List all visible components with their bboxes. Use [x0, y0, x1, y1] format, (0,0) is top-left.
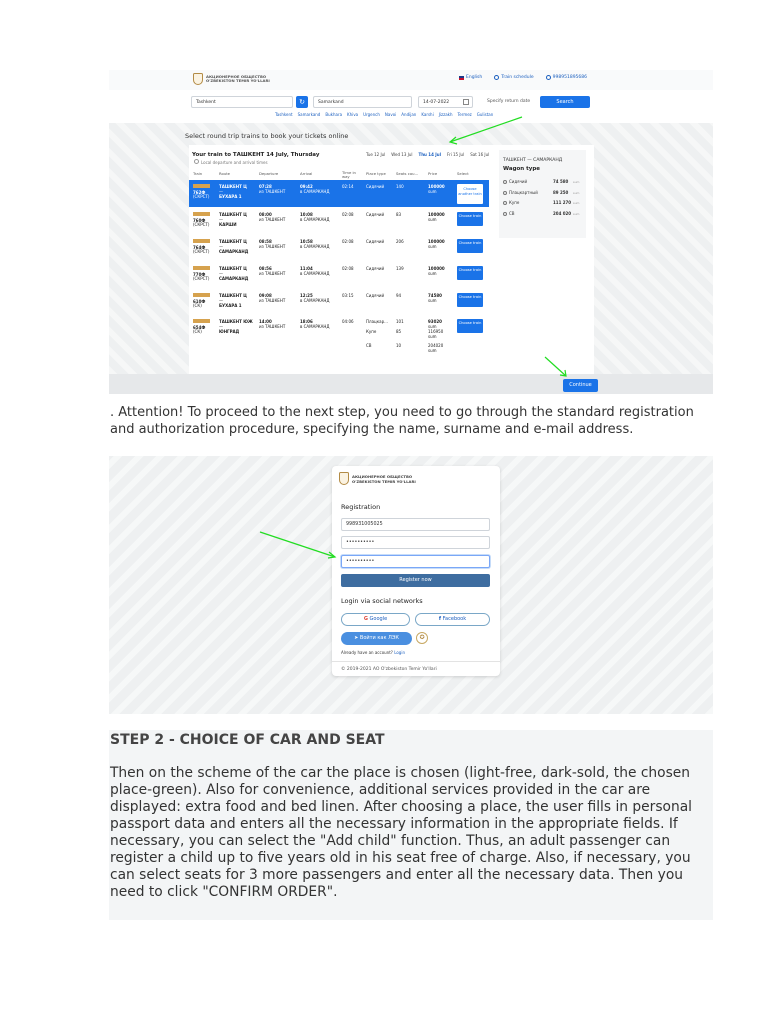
place-type: Сидячий — [366, 293, 385, 298]
arrival-station: в САМАРКАНД — [300, 244, 330, 249]
logo-line-1: АКЦИОНЕРНОЕ ОБЩЕСТВО — [206, 73, 267, 79]
social-login-title: Login via social networks — [341, 597, 423, 605]
divider — [332, 661, 500, 662]
choose-train-button[interactable]: Choose train — [457, 293, 483, 307]
route-dash: — — [219, 298, 223, 303]
google-login-button[interactable]: G Google — [341, 613, 410, 626]
seats-count: 140 — [396, 184, 404, 189]
place-type: Сидячий — [366, 266, 385, 271]
register-button[interactable]: Register now — [341, 574, 490, 587]
results-table-header — [189, 169, 489, 179]
extra-place: СВ — [366, 343, 372, 348]
wagon-price-unit: sum — [573, 211, 580, 216]
seats-count: 101 — [396, 319, 404, 324]
have-account-text: Already have an account? Login — [341, 650, 405, 655]
route-to: КАРШИ — [219, 222, 237, 227]
wagon-route: ТАШКЕНТ — САМАРКАНД — [503, 158, 563, 163]
results-title: Your train to ТАШКЕНТ 14 July, Thursday — [192, 152, 320, 158]
extra-seats: 10 — [396, 343, 402, 348]
date-tab[interactable]: Sat 16 Jul — [470, 152, 490, 157]
route-from: ТАШКЕНТ Ц — [219, 239, 247, 244]
place-type: Плацкар... — [366, 319, 388, 324]
train-category: (СКРСТ) — [193, 222, 210, 227]
price-unit: sum — [428, 217, 437, 222]
train-number: 654Ф — [193, 325, 206, 330]
arrival-station: в САМАРКАНД — [300, 324, 330, 329]
train-type-badge — [193, 212, 210, 216]
return-date-toggle[interactable]: Specify return date — [487, 99, 531, 104]
wagon-type-title: Wagon type — [503, 166, 541, 172]
quick-city-links — [275, 112, 493, 117]
price: 100000 — [428, 184, 445, 189]
radio-icon — [503, 180, 507, 184]
facebook-login-button[interactable]: f Facebook — [415, 613, 490, 626]
col-select: Select — [457, 171, 469, 176]
wagon-option[interactable] — [503, 211, 583, 216]
place-type: Сидячий — [366, 212, 385, 217]
choose-train-button[interactable]: Choose train — [457, 266, 483, 280]
wagon-option[interactable] — [503, 179, 583, 184]
extra-seats: 85 — [396, 329, 402, 334]
phone-link[interactable]: 998951895686 — [546, 75, 587, 80]
departure-time: 14:00 — [259, 319, 272, 324]
railway-logo[interactable] — [193, 73, 270, 85]
departure-time: 08:58 — [259, 239, 272, 244]
departure-station: из ТАШКЕНТ — [259, 244, 286, 249]
travel-time: 03:15 — [342, 293, 354, 298]
wagon-option[interactable] — [503, 200, 583, 205]
travel-time: 04:06 — [342, 319, 354, 324]
arrival-time: 12:25 — [300, 293, 313, 298]
train-type-badge — [193, 266, 210, 270]
swap-stations-icon[interactable]: ↻ — [296, 96, 308, 108]
train-type-badge — [193, 184, 210, 188]
extra-price-unit: sum — [428, 348, 437, 353]
wagon-name: Купе — [509, 200, 520, 205]
top-links — [459, 75, 587, 80]
travel-time: 02:14 — [342, 184, 354, 189]
route-from: ТАШКЕНТ Ц — [219, 212, 247, 217]
departure-time: 08:00 — [259, 212, 272, 217]
wagon-price: 111 270 — [553, 200, 572, 205]
to-station-input[interactable]: Samarkand — [313, 96, 412, 108]
wagon-price: 204 020 — [553, 210, 572, 216]
choose-train-button[interactable]: Choose another train — [457, 184, 483, 204]
quick-city-link[interactable]: Samarkand — [297, 112, 321, 117]
departure-time: 07:28 — [259, 184, 272, 189]
date-tab[interactable]: Tue 12 Jul — [366, 152, 386, 157]
date-tab[interactable]: Wed 13 Jul — [391, 152, 413, 157]
attention-text: . Attention! To proceed to the next step, you need to go through the standard registration and authorization procedure, specifying the name, surname and e-mail address. — [110, 405, 694, 437]
col-seats: Seats cou... — [396, 171, 419, 176]
train-category: (СКРСТ) — [193, 276, 210, 281]
wagon-price: 89 250 — [553, 189, 569, 195]
wagon-price-unit: sum — [573, 190, 580, 195]
train-row[interactable] — [189, 315, 489, 369]
train-schedule-link[interactable]: Train schedule — [494, 75, 533, 80]
registration-logo[interactable] — [339, 472, 416, 485]
train-type-badge — [193, 293, 210, 297]
calendar-icon — [463, 99, 469, 105]
quick-city-link[interactable]: Tashkent — [275, 112, 293, 117]
departure-station: из ТАШКЕНТ — [259, 189, 286, 194]
quick-city-link[interactable]: Jizzakh — [438, 112, 453, 117]
train-number: 760Ф — [193, 218, 206, 223]
copyright: © 2019-2021 AO O'zbekiston Temir Yo'llari — [341, 667, 437, 672]
price-unit: sum — [428, 298, 437, 303]
route-dash: — — [219, 189, 223, 194]
route-to: САМАРКАНД — [219, 249, 249, 254]
route-dash: — — [219, 244, 223, 249]
route-from: ТАШКЕНТ Ц — [219, 184, 247, 189]
route-to: БУХАРА 1 — [219, 194, 242, 199]
date-tab[interactable]: Thu 14 Jul — [418, 152, 441, 157]
quick-city-link[interactable]: Khiva — [347, 112, 359, 117]
train-number: 762Ф — [193, 190, 206, 195]
price: 74580 — [428, 293, 442, 298]
train-row[interactable] — [189, 235, 489, 262]
travel-time: 02:08 — [342, 212, 354, 217]
train-row[interactable] — [189, 289, 489, 316]
route-dash: — — [219, 324, 223, 329]
search-button[interactable]: Search — [540, 96, 590, 108]
route-from: ТАШКЕНТ Ц — [219, 293, 247, 298]
extra-price: 204020 — [428, 343, 444, 348]
arrival-time: 09:42 — [300, 184, 313, 189]
arrival-station: в САМАРКАНД — [300, 298, 330, 303]
train-number: 764Ф — [193, 245, 206, 250]
departure-station: из ТАШКЕНТ — [259, 217, 286, 222]
route-to: САМАРКАНД — [219, 276, 249, 281]
uk-flag-icon — [459, 76, 464, 80]
train-category: (СКРСТ) — [193, 194, 210, 199]
train-type-badge — [193, 319, 210, 323]
route-from: ТАШКЕНТ Ц — [219, 266, 247, 271]
date-tabs — [366, 152, 489, 157]
search-bar — [109, 90, 713, 123]
logo-line-1: АКЦИОНЕРНОЕ ОБЩЕСТВО — [352, 473, 413, 479]
col-place-type: Place type — [366, 171, 386, 176]
extra-place: Купе — [366, 329, 377, 334]
phone-field[interactable]: 998931005025 — [341, 518, 490, 531]
quick-city-link[interactable]: Karshi — [421, 112, 434, 117]
password-field[interactable]: •••••••••• — [341, 536, 490, 549]
logo-line-2: O'ZBEKISTON TEMIR YO'LLARI — [206, 78, 270, 83]
seats-count: 139 — [396, 266, 404, 271]
train-number: 770Ф — [193, 272, 206, 277]
google-icon: G — [363, 616, 368, 622]
wagon-price-unit: sum — [573, 180, 580, 184]
wagon-price: 74 580 — [553, 179, 569, 184]
route-dash: — — [219, 271, 223, 276]
from-station-input[interactable]: Tashkent — [191, 96, 293, 108]
train-category: (СК) — [193, 329, 202, 334]
radio-icon — [503, 201, 507, 205]
gov-id-icon[interactable]: ✪ — [416, 632, 428, 644]
departure-station: из ТАШКЕНТ — [259, 324, 286, 329]
train-row[interactable] — [189, 262, 489, 289]
place-type: Сидячий — [366, 184, 385, 189]
wagon-type-panel — [499, 150, 586, 238]
price-unit: sum — [428, 244, 437, 249]
seats-count: 83 — [396, 212, 402, 217]
seats-count: 206 — [396, 239, 404, 244]
arrival-time: 10:58 — [300, 239, 313, 244]
wagon-name: СВ — [509, 210, 515, 216]
train-number: 610Ф — [193, 299, 206, 304]
price: 100000 — [428, 266, 445, 271]
wagon-price-unit: sum — [573, 201, 580, 205]
quick-city-link[interactable]: Andijan — [401, 112, 417, 117]
route-to: ЮНГРАД — [219, 329, 240, 334]
arrival-station: в САМАРКАНД — [300, 271, 330, 276]
price-unit: sum — [428, 189, 437, 194]
arrival-time: 18:06 — [300, 319, 313, 324]
train-category: (СК) — [193, 303, 202, 308]
train-row[interactable] — [189, 180, 489, 207]
radio-icon — [503, 191, 507, 195]
top-header — [109, 70, 713, 90]
departure-station: из ТАШКЕНТ — [259, 298, 286, 303]
clock-icon — [494, 75, 499, 80]
price-unit: sum — [428, 324, 437, 329]
registration-card — [332, 466, 500, 676]
col-departure: Departure — [259, 171, 279, 176]
quick-city-link[interactable]: Navoi — [384, 112, 397, 117]
choose-train-button[interactable]: Choose train — [457, 212, 483, 226]
col-arrival: Arrival — [300, 171, 313, 176]
telegram-icon: ➤ — [354, 635, 359, 641]
logo-line-2: O'ZBEKISTON TEMIR YO'LLARI — [352, 478, 416, 484]
step2-heading: STEP 2 - CHOICE OF CAR AND SEAT — [110, 732, 385, 748]
departure-time: 09:08 — [259, 293, 272, 298]
continue-button[interactable]: Continue — [563, 379, 598, 392]
local-time-toggle[interactable]: Local departure and arrival times — [194, 159, 268, 165]
language-switch[interactable]: English — [459, 75, 482, 80]
col-train: Train — [193, 171, 203, 176]
departure-time: 08:56 — [259, 266, 272, 271]
quick-city-link[interactable]: Gulistan — [476, 112, 494, 117]
train-search-screenshot — [109, 70, 713, 394]
arrival-station: в САМАРКАНД — [300, 189, 330, 194]
wagon-option[interactable] — [503, 190, 583, 195]
train-type-badge — [193, 239, 210, 243]
price: 100000 — [428, 239, 445, 244]
quick-city-link[interactable]: Bukhara — [325, 112, 343, 117]
registration-screenshot — [109, 456, 713, 714]
price: 100000 — [428, 212, 445, 217]
seats-count: 94 — [396, 293, 402, 298]
train-row[interactable] — [189, 208, 489, 235]
railway-emblem-icon — [193, 73, 203, 85]
route-to: БУХАРА 1 — [219, 303, 242, 308]
col-time-in-way: Time in way — [342, 170, 356, 179]
railway-emblem-icon — [339, 472, 349, 485]
step2-paragraph: Then on the scheme of the car the place is chosen (light-free, dark-sold, the chosen place-green). Also for convenience, additional services provided in the car are displayed: extra food and bed linen. After choosing a place, the user fills in personal passport data and enters all the necessary information in the appropriate fields. If necessary, you can select the "Add child" function. Thus, an adult passenger can register a child up to five years old in his seat free of charge. Also, if necessary, you can select seats for 3 more passengers and enter all the necessary data. Then you need to click "CONFIRM ORDER". — [110, 765, 692, 900]
wagon-name: Плацкартный — [509, 189, 538, 195]
arrival-time: 11:04 — [300, 266, 313, 271]
radio-icon — [503, 212, 507, 216]
travel-time: 02:08 — [342, 266, 354, 271]
quick-city-link[interactable]: Urgench — [363, 112, 380, 117]
arrival-station: в САМАРКАНД — [300, 217, 330, 222]
choose-train-button[interactable]: Choose train — [457, 319, 483, 333]
round-trip-prompt: Select round trip trains to book your tickets online — [185, 132, 349, 140]
place-type: Сидячий — [366, 239, 385, 244]
extra-price-unit: sum — [428, 334, 437, 339]
date-input[interactable]: 14-07-2022 — [418, 96, 473, 108]
price: 93020 — [428, 319, 442, 324]
train-category: (СКРСТ) — [193, 249, 210, 254]
facebook-icon: f — [438, 616, 442, 622]
col-price: Price — [428, 171, 438, 176]
price-unit: sum — [428, 271, 437, 276]
col-route: Route — [219, 171, 231, 176]
departure-station: из ТАШКЕНТ — [259, 271, 286, 276]
login-link[interactable]: Login — [394, 650, 405, 655]
extra-price: 116950 — [428, 329, 444, 334]
wagon-name: Сидячий — [509, 179, 528, 184]
route-dash: — — [219, 217, 223, 222]
telegram-login-button[interactable]: ➤ Войти как ЛЭК — [341, 632, 412, 645]
choose-train-button[interactable]: Choose train — [457, 239, 483, 253]
step2-section — [109, 730, 713, 920]
route-from: ТАШКЕНТ ЮЖ — [219, 319, 253, 324]
date-tab[interactable]: Fri 15 Jul — [446, 152, 465, 157]
registration-title: Registration — [341, 503, 381, 511]
travel-time: 02:08 — [342, 239, 354, 244]
confirm-password-field[interactable]: •••••••••• — [341, 555, 490, 568]
bottom-bar — [109, 374, 713, 394]
quick-city-link[interactable]: Termez — [457, 112, 472, 117]
support-icon — [546, 75, 551, 80]
arrival-time: 10:08 — [300, 212, 313, 217]
